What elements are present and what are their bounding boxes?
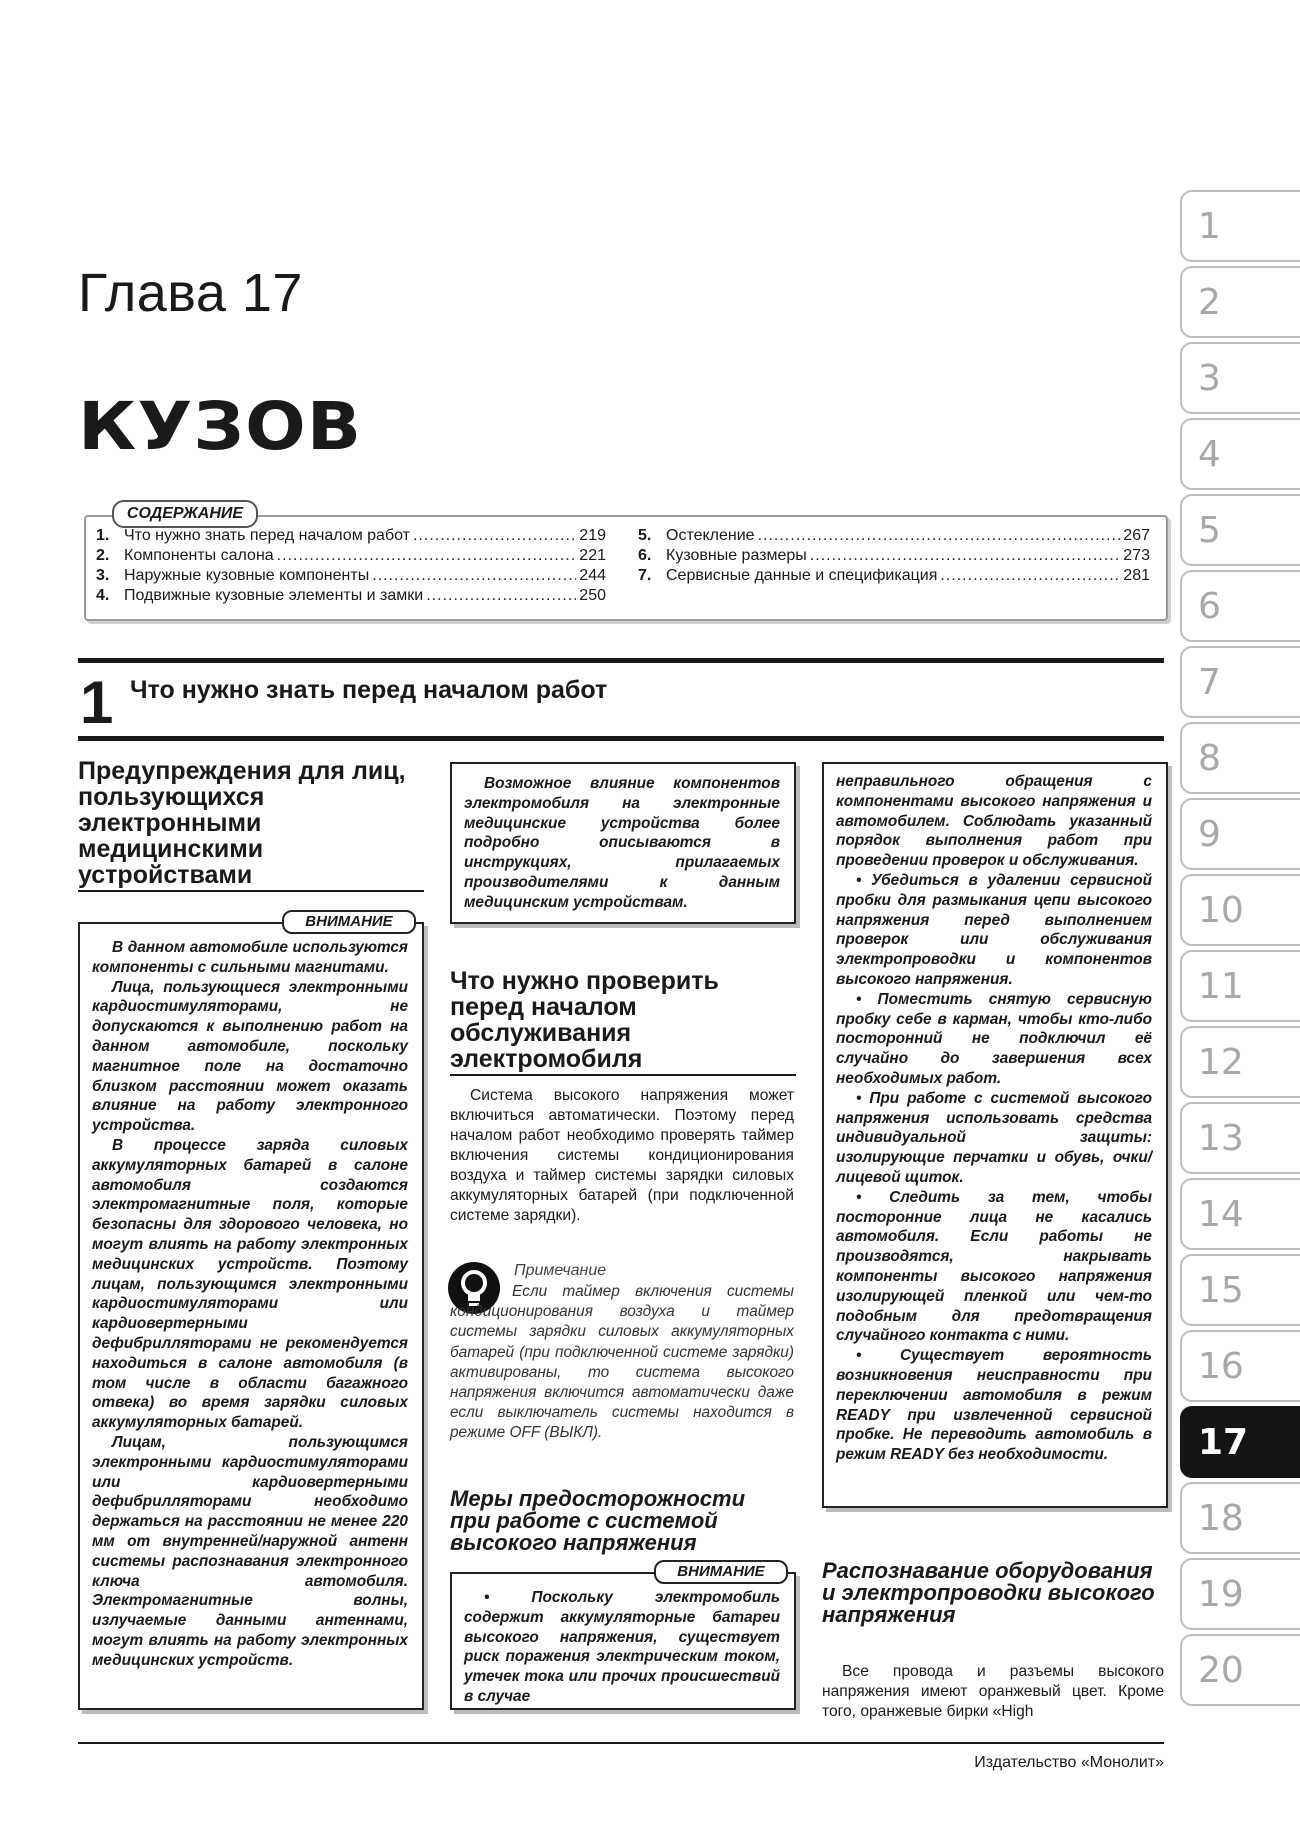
tab-chapter-18[interactable]: 18 (1180, 1482, 1300, 1554)
toc-item[interactable]: 6. Кузовные размеры ..... 273 (638, 546, 1150, 566)
col2-info-text (464, 774, 780, 913)
note-text: Если таймер включения системы кондиционирования воздуха и таймер системы зарядки силовых аккумуляторных батарей (при подключенной системе зарядки) активированы, то система высокого напряжения включится автоматически даже если выключатель системы находится в режиме OFF (ВЫКЛ). (450, 1283, 794, 1442)
col1-warning-text (92, 938, 408, 1670)
tab-chapter-17-active[interactable]: 17 (1180, 1406, 1300, 1478)
col2-heading: Что нужно проверить перед началом обслуживания электромобиля (450, 967, 719, 1073)
col3-warning-text (836, 772, 1152, 1465)
tab-chapter-2[interactable]: 2 (1180, 266, 1300, 338)
toc-label: СОДЕРЖАНИЕ (112, 500, 258, 528)
col3-warning-paragraph: • Существует вероятность возникновения неисправности при переключении автомобиля в режим READY при извлеченной сервисной пробке. Не переводить автомобиль в режим READY без необходимости. (836, 1347, 1152, 1464)
toc-item[interactable]: 4. Подвижные кузовные элементы и замки ..... 250 (96, 586, 606, 606)
toc-item[interactable]: 2. Компоненты салона ..... 221 (96, 546, 606, 566)
col1-warning-paragraph: В данном автомобиле используются компоненты с сильными магнитами. (92, 939, 408, 976)
toc-left-column (96, 526, 606, 606)
tab-chapter-11[interactable]: 11 (1180, 950, 1300, 1022)
col1-warning-paragraph: В процессе заряда силовых аккумуляторных батарей в салоне автомобиля создаются электромагнитные поля, которые безопасны для здорового человека, но могут влиять на работу электронных медицинских устройств. Поэтому лицам, пользующимся электронными кардиостимуляторами или кардиовертерными дефибрилляторами не рекомендуется находиться в салоне автомобиля (в том числе в области багажного отвека) во время зарядки силовых аккумуляторных батарей. (92, 1136, 408, 1432)
chapter-label: Глава 17 (78, 263, 303, 323)
col2-body-paragraph: Система высокого напряжения может включиться автоматически. Поэтому перед началом работ необходимо проверять таймер включения системы кондиционирования воздуха и таймер системы зарядки силовых аккумуляторных батарей (при подключенной системе зарядки). (450, 1087, 794, 1224)
tab-chapter-1[interactable]: 1 (1180, 190, 1300, 262)
tab-chapter-5[interactable]: 5 (1180, 494, 1300, 566)
tab-chapter-14[interactable]: 14 (1180, 1178, 1300, 1250)
col1-heading: Предупреждения для лиц, пользующихся электронными медицинскими устройствами (78, 757, 406, 889)
col2-warning-paragraph: • Поскольку электромобиль содержит аккумуляторные батареи высокого напряжения, существует риск поражения электрическим током, утечек тока или прочих происшествий в случае (464, 1589, 780, 1705)
col2-body (450, 1086, 794, 1226)
col2-warning-badge: ВНИМАНИЕ (654, 1560, 788, 1584)
col2-warning-text (464, 1588, 780, 1707)
tab-chapter-4[interactable]: 4 (1180, 418, 1300, 490)
tab-chapter-7[interactable]: 7 (1180, 646, 1300, 718)
col2-info-paragraph: Возможное влияние компонентов электромобиля на электронные медицинские устройства более подробно описываются в инструкциях, прилагаемых производителями к данным медицинским устройствам. (464, 775, 780, 911)
tab-chapter-20[interactable]: 20 (1180, 1634, 1300, 1706)
col1-heading-rule (78, 890, 424, 892)
col2-subheading: Меры предосторожности при работе с системой высокого напряжения (450, 1486, 746, 1555)
tab-chapter-19[interactable]: 19 (1180, 1558, 1300, 1630)
tab-chapter-15[interactable]: 15 (1180, 1254, 1300, 1326)
footer-rule (78, 1742, 1164, 1744)
publisher-footer: Издательство «Монолит» (974, 1754, 1164, 1771)
section-rule-top (78, 658, 1164, 663)
tab-chapter-3[interactable]: 3 (1180, 342, 1300, 414)
section-rule-bottom (78, 736, 1164, 741)
col1-warning-paragraph: Лица, пользующиеся электронными кардиостимуляторами, не допускаются к выполнению работ на данном автомобиле, поскольку магнитное поле на достаточно близком расстоянии может оказать влияние на работу электронного устройства. (92, 978, 408, 1135)
tab-chapter-12[interactable]: 12 (1180, 1026, 1300, 1098)
col3-warning-paragraph: • Следить за тем, чтобы посторонние лица не касались автомобиля. Если работы не производятся, накрывать компоненты высокого напряжения изолирующей пленкой или чем-то подобным для предотвращения случайного контакта с ними. (836, 1188, 1152, 1345)
col3-body (822, 1662, 1164, 1722)
col3-warning-paragraph: неправильного обращения с компонентами высокого напряжения и автомобилем. Соблюдать указанный порядок выполнения работ при проведении проверок и обслуживания. (836, 773, 1152, 870)
tab-chapter-6[interactable]: 6 (1180, 570, 1300, 642)
col2-heading-rule (450, 1074, 796, 1076)
col3-warning-paragraph: • Поместить снятую сервисную пробку себе в карман, чтобы кто-либо посторонний не подключил её случайно до завершения всех необходимых работ. (836, 990, 1152, 1087)
col3-body-paragraph: Все провода и разъемы высокого напряжения имеют оранжевый цвет. Кроме того, оранжевые бирки «High (822, 1663, 1164, 1720)
toc-item[interactable]: 5. Остекление ..... 267 (638, 526, 1150, 546)
toc-item[interactable]: 1. Что нужно знать перед началом работ ..... 219 (96, 526, 606, 546)
note-label: Примечание (514, 1262, 607, 1279)
toc-item[interactable]: 3. Наружные кузовные компоненты ..... 244 (96, 566, 606, 586)
col3-warning-paragraph: • При работе с системой высокого напряжения использовать средства индивидуальной защиты: изолирующие перчатки и обувь, очки/лицевой щиток. (836, 1089, 1152, 1186)
col1-warning-badge: ВНИМАНИЕ (282, 910, 416, 934)
col1-warning-paragraph: Лицам, пользующимся электронными кардиостимуляторами или кардиовертерными дефибрилляторами необходимо держаться на расстоянии не менее 220 мм от внутренней/наружной антенн системы распознавания электронного ключа автомобиля. Электромагнитные волны, излучаемые данными антеннами, могут влиять на работу электронных медицинских устройств. (92, 1433, 408, 1669)
toc-right-column (638, 526, 1150, 586)
tab-chapter-9[interactable]: 9 (1180, 798, 1300, 870)
col3-warning-paragraph: • Убедиться в удалении сервисной пробки для размыкания цепи высокого напряжения перед выполнением проверок или обслуживания электропроводки и компонентов высокого напряжения. (836, 871, 1152, 988)
tab-chapter-16[interactable]: 16 (1180, 1330, 1300, 1402)
tab-chapter-10[interactable]: 10 (1180, 874, 1300, 946)
chapter-title: КУЗОВ (78, 388, 363, 465)
toc-item[interactable]: 7. Сервисные данные и спецификация ..... 281 (638, 566, 1150, 586)
tab-chapter-8[interactable]: 8 (1180, 722, 1300, 794)
col3-heading: Распознавание оборудования и электропроводки высокого напряжения (822, 1558, 1155, 1627)
section-title: Что нужно знать перед началом работ (130, 676, 608, 704)
tab-chapter-13[interactable]: 13 (1180, 1102, 1300, 1174)
section-number: 1 (80, 669, 114, 736)
